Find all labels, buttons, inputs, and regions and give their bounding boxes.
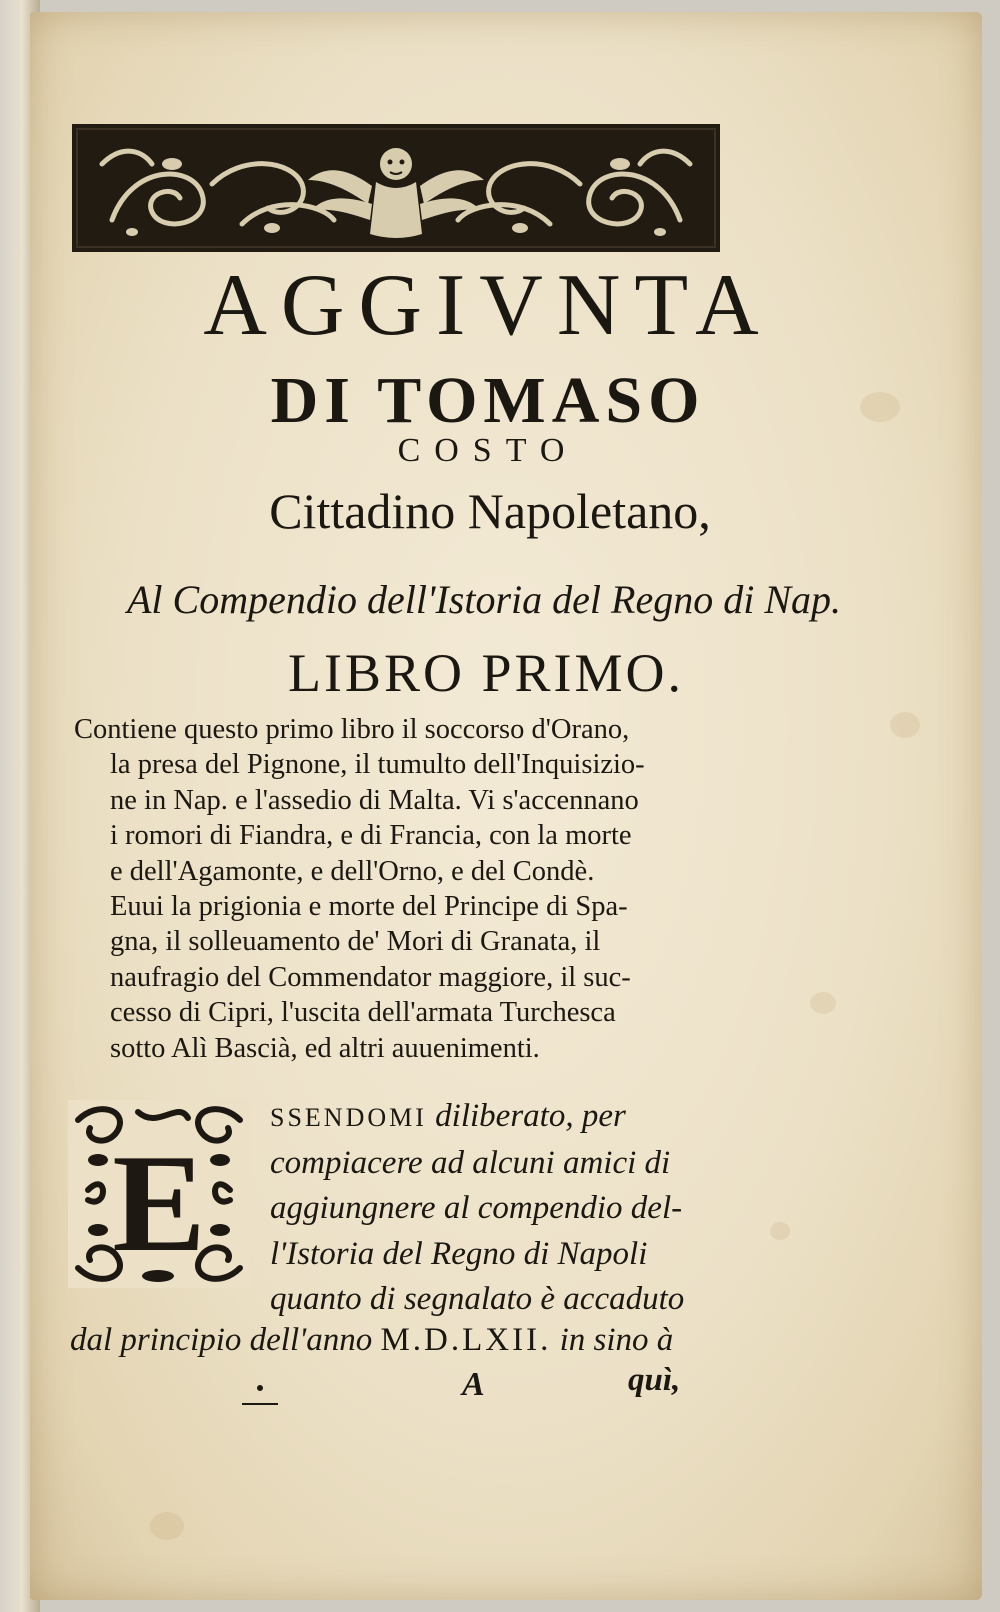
svg-text:E: E <box>112 1126 206 1281</box>
book-heading: LIBRO PRIMO. <box>287 643 685 703</box>
summary-line: la presa del Pignone, il tumulto dell'Inquisizio- <box>110 749 645 781</box>
summary-line: sotto Alì Bascià, ed altri auuenimenti. <box>110 1032 540 1064</box>
body-line: SSENDOMI diliberato, per <box>270 1098 626 1134</box>
body-line: quanto di segnalato è accaduto <box>270 1281 685 1317</box>
ornamental-headpiece-icon <box>72 124 720 252</box>
title-compendio: Al Compendio dell'Istoria del Regno di Nap. <box>126 577 842 622</box>
summary-line: i romori di Fiandra, e di Francia, con la morte <box>110 820 632 852</box>
summary-line: cesso di Cipri, l'uscita dell'armata Turchesca <box>110 997 616 1029</box>
chapter-summary <box>74 712 744 1066</box>
title-author-line: DI TOMASO <box>270 364 706 437</box>
summary-line: gna, il solleuamento de' Mori di Granata, il <box>110 926 601 958</box>
summary-line: Contiene questo primo libro il soccorso d'Orano, <box>74 714 630 745</box>
body-line: compiacere ad alcuni amici di <box>270 1144 671 1181</box>
opening-paragraph <box>270 1094 750 1323</box>
opening-word: SSENDOMI <box>270 1103 427 1132</box>
summary-line: naufragio del Commendator maggiore, il suc- <box>110 961 631 993</box>
body-line: l'Istoria del Regno di Napoli <box>270 1235 648 1272</box>
year-numeral: M.D.LXII. <box>380 1322 552 1358</box>
signature-mark: A <box>462 1366 485 1403</box>
decorated-initial-icon <box>68 1100 250 1288</box>
ink-mark-icon <box>240 1380 280 1410</box>
summary-line: Euui la prigionia e morte del Principe di Spa- <box>110 891 628 923</box>
title-author-surname: COSTO <box>397 432 579 469</box>
summary-line: ne in Nap. e l'assedio di Malta. Vi s'accennano <box>110 784 639 816</box>
catchword: quì, <box>628 1362 681 1398</box>
summary-line: e dell'Agamonte, e dell'Orno, e del Condè. <box>110 855 595 887</box>
body-line: aggiungnere al compendio del- <box>270 1190 683 1226</box>
title-citizenship: Cittadino Napoletano, <box>269 483 711 539</box>
title-aggiunta: AGGIVNTA <box>203 257 773 354</box>
body-line: dal principio dell'anno M.D.LXII. in sino à <box>70 1322 674 1358</box>
